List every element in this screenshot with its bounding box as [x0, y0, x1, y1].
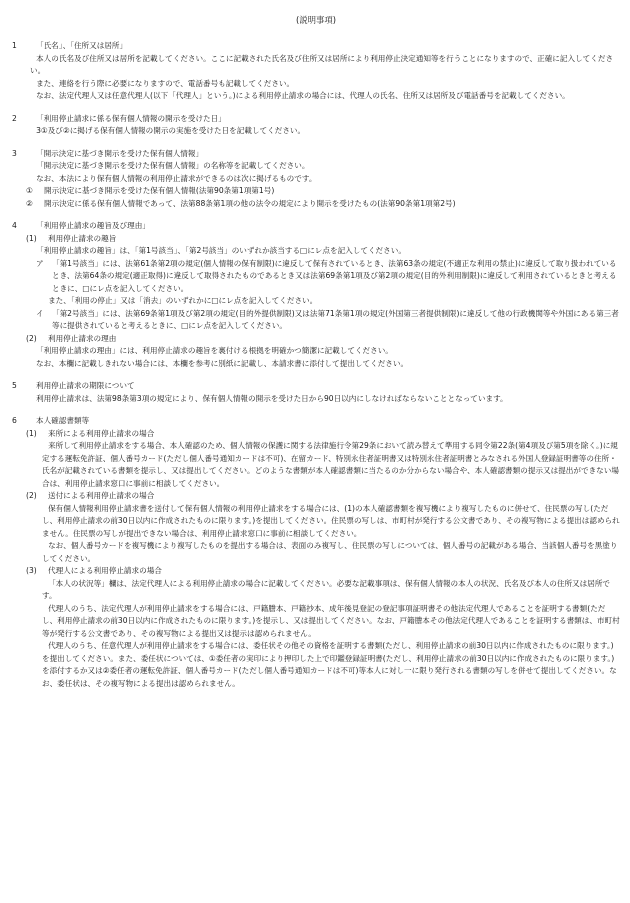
- paragraph: 「利用停止請求の趣旨」は、「第1号該当」、「第2号該当」のいずれか該当する□にレ点を記入してください。: [36, 246, 406, 255]
- section-number: 5: [12, 381, 17, 390]
- paragraph: なお、本欄に記載しきれない場合には、本欄を参考に別紙に記載し、本請求書に添付して提出してください。: [36, 358, 409, 368]
- paragraph: なお、本法により保有個人情報の利用停止請求ができるのは次に掲げるものです。: [36, 173, 317, 183]
- section-heading: [12, 113, 620, 126]
- subsection-heading: [12, 333, 620, 346]
- section-5: [12, 380, 620, 405]
- paragraph: 利用停止請求は、法第98条第3項の規定により、保有個人情報の開示を受けた日から90日以内にしなければならないこととなっています。: [36, 393, 508, 403]
- list-marker: ①: [26, 186, 33, 195]
- subsection-marker: (1): [26, 428, 37, 438]
- paragraph: なお、個人番号カードを複写機により複写したものを提出する場合は、表面のみ複写し、住民票の写しについては、個人番号の記載がある場合、当該個人番号を黒塗りしてください。: [42, 541, 618, 563]
- paragraph: 3①及び②に掲げる保有個人情報の開示の実施を受けた日を記載してください。: [36, 126, 306, 135]
- list-item: [12, 198, 620, 211]
- section-title: 本人確認書類等: [36, 416, 90, 425]
- section-number: 6: [12, 416, 17, 425]
- subsection-title: 送付による利用停止請求の場合: [48, 491, 155, 500]
- list-item: [12, 258, 620, 296]
- section-6: [12, 415, 620, 690]
- section-title: 「開示決定に基づき開示を受けた保有個人情報」: [36, 148, 204, 158]
- subsection-marker: (3): [26, 566, 37, 575]
- section-1: [12, 40, 620, 103]
- subsection-heading: [12, 428, 620, 441]
- paragraph: 「利用停止請求の理由」には、利用停止請求の趣旨を裏付ける根拠を明確かつ簡潔に記載してください。: [36, 346, 393, 355]
- list-text: 開示決定に基づき開示を受けた保有個人情報(法第90条第1項第1号): [44, 186, 275, 195]
- list-marker: イ: [36, 308, 44, 318]
- section-2: [12, 113, 620, 138]
- section-heading: [12, 380, 620, 393]
- list-item: [12, 308, 620, 333]
- subsection-title: 利用停止請求の理由: [48, 333, 117, 343]
- subsection-marker: (2): [26, 333, 37, 343]
- subsection-title: 利用停止請求の趣旨: [48, 233, 117, 243]
- paragraph: また、「利用の停止」又は「消去」のいずれかに□にレ点を記入してください。: [48, 296, 318, 305]
- list-item: [12, 185, 620, 198]
- subsection-heading: [12, 233, 620, 246]
- paragraph: なお、法定代理人又は任意代理人(以下「代理人」という。)による利用停止請求の場合には、代理人の氏名、住所又は居所及び電話番号を記載してください。: [36, 91, 570, 100]
- section-heading: [12, 148, 620, 161]
- list-text: 「第1号該当」には、法第61条第2項の規定(個人情報の保有制限)に違反して保有されているとき、法第63条の規定(不適正な利用の禁止)に違反して取り扱われているとき、法第64条の規定(適正取得)に違反して取得されたものであるとき又は法第69条第1項及び第2項の規定(目的外利用制限)に違反して利用されているときと考えるときに、□にレ点を記入してください。: [52, 258, 617, 293]
- subsection-heading: [12, 490, 620, 503]
- page-title: (説明事項): [295, 15, 337, 25]
- list-text: 「第2号該当」には、法第69条第1項及び第2項の規定(目的外提供制限)又は法第71条第1項の規定(外国第三者提供制限)に違反して他の行政機関等や外国にある第三者等に提供されていると考えるときに、□にレ点を記入してください。: [52, 308, 619, 330]
- subsection-marker: (1): [26, 233, 37, 243]
- paragraph: 「本人の状況等」欄は、法定代理人による利用停止請求の場合に記載してください。必要な記載事項は、保有個人情報の本人の状況、氏名及び本人の住所又は居所です。: [42, 578, 611, 600]
- paragraph: 保有個人情報利用停止請求書を送付して保有個人情報の利用停止請求をする場合には、(1)の本人確認書類を複写機により複写したものに併せて、住民票の写し(ただし、利用停止請求の前30日以内に作成されたものに限ります。)を提出してください。住民票の写しは、市町村が発行する公文書であり、その複写物による提出は認められません。住民票の写しが提出できない場合は、利用停止請求窓口に事前に相談してください。: [42, 503, 620, 538]
- subsection-title: 来所による利用停止請求の場合: [48, 428, 155, 438]
- subsection-heading: [12, 565, 620, 578]
- section-number: 3: [12, 148, 17, 158]
- paragraph: また、連絡を行う際に必要になりますので、電話番号も記載してください。: [36, 78, 295, 88]
- subsection-marker: (2): [26, 491, 37, 500]
- paragraph: 本人の氏名及び住所又は居所を記載してください。ここに記載された氏名及び住所又は居所により利用停止決定通知等を行うことになりますので、正確に記入してください。: [30, 53, 614, 75]
- section-number: 1: [12, 41, 17, 50]
- section-heading: [12, 415, 620, 428]
- section-heading: [12, 220, 620, 233]
- paragraph: 代理人のうち、法定代理人が利用停止請求をする場合には、戸籍謄本、戸籍抄本、成年後見登記の登記事項証明書その他法定代理人であることを証明する書類(ただし、利用停止請求の前30日以内に作成されたものに限ります。)を提示し、又は提出してください。なお、戸籍謄本その他法定代理人であることを証明する書類は、市町村等が発行する公文書であり、その複写物による提出又は提示は認められません。: [42, 603, 620, 638]
- paragraph: 代理人のうち、任意代理人が利用停止請求をする場合には、委任状その他その資格を証明する書類(ただし、利用停止請求の前30日以内に作成されたものに限ります。)を提出してください。また、委任状については、①委任者の実印により押印した上で印鑑登録証明書(ただし、利用停止請求の前30日以内に作成されたものに限ります。)を添付するか又は②委任者の運転免許証、個人番号カード(ただし個人番号通知カードは不可)等本人に対し一に限り発行される書類の写しを併せて提出してください。なお、委任状は、その複写物による提出は認められません。: [42, 641, 617, 688]
- paragraph: 来所して利用停止請求をする場合、本人確認のため、個人情報の保護に関する法律施行令第29条において読み替えて準用する同令第22条(第4項及び第5項を除く。)に規定する運転免許証、個人番号カード(ただし個人番号通知カードは不可)、在留カード、特別永住者証明書又は特別永住者証明書とみなされる外国人登録証明書等の住所・氏名が記載されている書類を提示し、又は提出してください。どのような書類が本人確認書類に当たるのか分からない場合や、本人確認書類の提示又は提出ができない場合は、利用停止請求窓口に事前に相談してください。: [42, 441, 619, 488]
- list-marker: ア: [36, 258, 44, 268]
- section-3: [12, 148, 620, 211]
- section-title: 利用停止請求の期限について: [36, 381, 135, 390]
- section-number: 4: [12, 221, 17, 230]
- section-number: 2: [12, 113, 17, 123]
- section-title: 「利用停止請求に係る保有個人情報の開示を受けた日」: [36, 113, 226, 123]
- section-title: 「利用停止請求の趣旨及び理由」: [36, 221, 150, 230]
- paragraph: 「開示決定に基づき開示を受けた保有個人情報」の名称等を記載してください。: [36, 161, 310, 170]
- list-marker: ②: [26, 198, 33, 208]
- subsection-title: 代理人による利用停止請求の場合: [48, 566, 162, 575]
- section-4: [12, 220, 620, 370]
- section-title: 「氏名」、「住所又は居所」: [36, 41, 128, 50]
- section-heading: [12, 40, 620, 53]
- list-text: 開示決定に係る保有個人情報であって、法第88条第1項の他の法令の規定により開示を受けたもの(法第90条第1項第2号): [44, 198, 456, 208]
